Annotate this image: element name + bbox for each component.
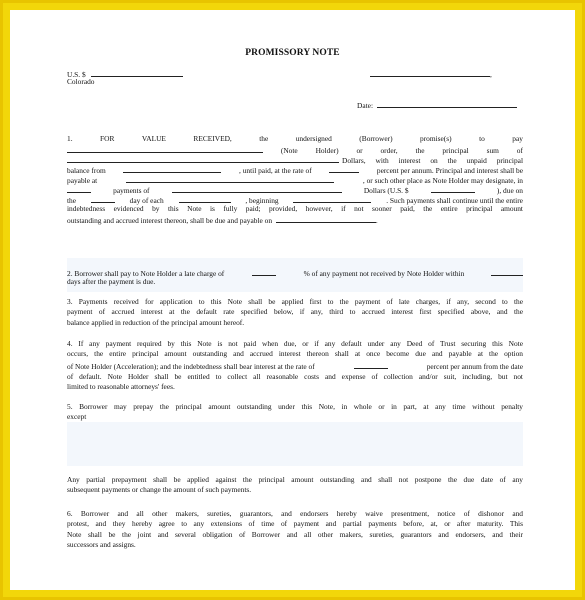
payment-amount-blank[interactable] (431, 184, 475, 193)
payment-words-blank[interactable] (172, 184, 342, 193)
date-line (357, 99, 517, 111)
s1-line-5: payable at , or such other place as Note Holder may designate, in (67, 176, 523, 185)
s1-line-1: 1. FOR VALUE RECEIVED, the undersigned (Borrower) promise(s) to pay (67, 134, 523, 143)
s2-line-1: 2. Borrower shall pay to Note Holder a late charge of % of any payment not received by Note Holder within (67, 267, 523, 279)
place-blank[interactable] (370, 68, 490, 77)
date-blank[interactable] (377, 99, 517, 108)
interest-rate-blank[interactable] (329, 164, 359, 173)
late-charge-blank[interactable] (252, 267, 276, 276)
s3-paragraph: 3. Payments received for application to this Note shall be applied first to the payment of late charges, if any, second to the payment of accrued interest at the default rate specified below, if any, third to accrued interest first specified above, and the balance applied in reduction of the principal amount hereof. (67, 297, 523, 327)
s5-paragraph: 5. Borrower may prepay the principal amount outstanding under this Note, in whole or in part, at any time without penalty except (67, 402, 523, 422)
s1-line-3: Dollars, with interest on the unpaid principal (67, 154, 523, 164)
s4-rate-line: of Note Holder (Acceleration); and the indebtedness shall bear interest at the rate of percent per annum from the date (67, 361, 523, 371)
default-rate-blank[interactable] (354, 360, 388, 369)
maturity-date-blank[interactable] (276, 214, 376, 223)
page-frame (3, 3, 582, 597)
s5-partial-paragraph: Any partial prepayment shall be applied against the principal amount outstanding and shall not postpone the due date of any subsequent payments or change the amount of such payments. (67, 475, 523, 495)
document-title: PROMISSORY NOTE (245, 48, 340, 58)
payee-blank[interactable] (67, 144, 263, 153)
s1-line-8: indebtedness evidenced by this Note is fully paid; provided, however, if not sooner paid, the entire principal amount (67, 204, 523, 213)
payment-count-blank[interactable] (67, 184, 91, 193)
place-line: , (370, 68, 492, 80)
s1-line-9: outstanding and accrued interest thereon, shall be due and payable on . (67, 216, 378, 225)
payable-at-blank[interactable] (126, 174, 334, 183)
s1-line-2: (Note Holder) or order, the principal sum of (67, 144, 523, 154)
s5-exception-area[interactable] (67, 422, 523, 466)
due-day-blank[interactable] (91, 194, 115, 203)
s6-paragraph: 6. Borrower and all other makers, sureties, guarantors, and endorsers hereby waive presentment, notice of dishonor and protest, and they hereby agree to any extensions of time of payment and partial payments before, at, or after maturity. This Note shall be the joint and several obligation of Borrower and all other makers, sureties, guarantors and endorsers, and their successors and assigns. (67, 509, 523, 549)
grace-days-blank[interactable] (491, 267, 523, 276)
amount-blank[interactable] (91, 68, 183, 77)
period-blank[interactable] (179, 194, 231, 203)
s1-line-7: the day of each , beginning . Such payments shall continue until the entire (67, 196, 523, 205)
s2-line-2: days after the payment is due. (67, 277, 156, 286)
s1-line-6: payments of Dollars (U.S. $ ), due on (67, 184, 523, 194)
balance-from-blank[interactable] (123, 164, 221, 173)
date-label: Date: (357, 101, 374, 110)
amount-label: U.S. $ (67, 70, 86, 79)
beginning-blank[interactable] (293, 194, 371, 203)
principal-words-blank[interactable] (67, 154, 339, 163)
s4-paragraph: 4. If any payment required by this Note is not paid when due, or if any default under any Deed of Trust securing this Note occurs, the entire principal amount outstanding and accrued interest thereon shall at once become due and payable at the option of Note Holder (Acceleration); and the indebtedness shall bear interest at the rate of percent per annum from the date of default. Note Holder shall be entitled to collect all reasonable costs and expense of collection and/or suit, including, but not limited to reasonable attorneys' fees. (67, 339, 523, 392)
s1-line-4: balance from , until paid, at the rate of percent per annum. Principal and interest shall be (67, 166, 523, 175)
state-label: Colorado (67, 77, 95, 86)
document-page (10, 10, 575, 590)
